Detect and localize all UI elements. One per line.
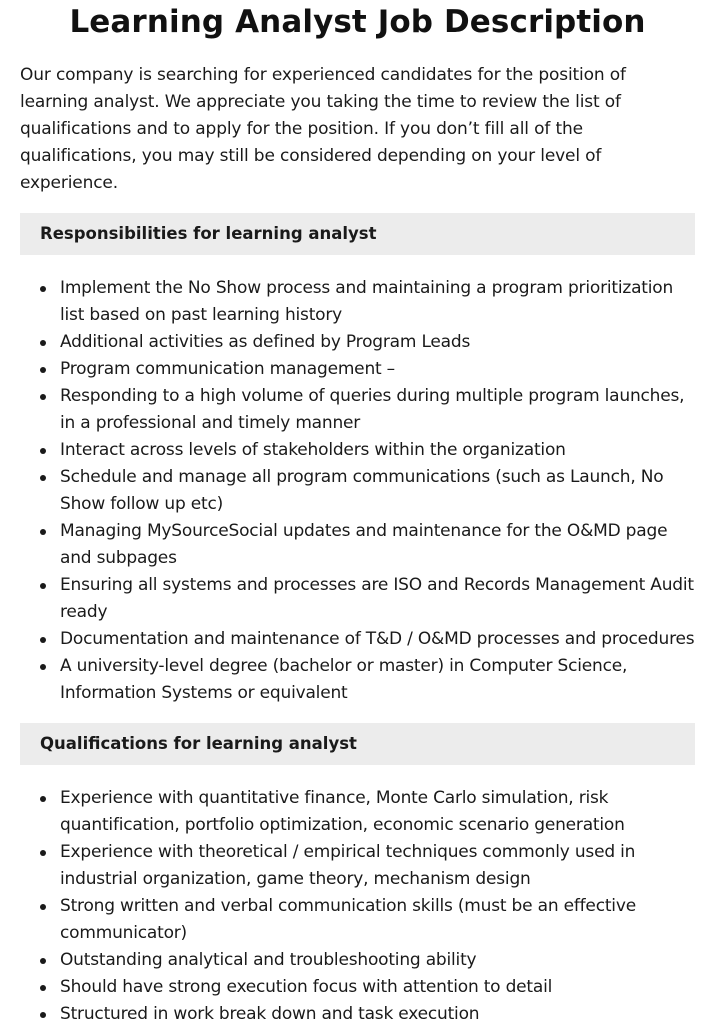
responsibilities-list xyxy=(20,275,695,707)
list-item xyxy=(20,383,695,437)
page-title: Learning Analyst Job Description xyxy=(69,4,646,40)
list-item-text: Experience with quantitative finance, Monte Carlo simulation, risk quantification, portfolio optimization, economic scenario generation xyxy=(60,788,625,835)
bullet-icon xyxy=(40,637,46,643)
list-item xyxy=(20,518,695,572)
list-item xyxy=(20,437,695,464)
list-item xyxy=(20,464,695,518)
bullet-icon xyxy=(40,796,46,802)
list-item-text: A university-level degree (bachelor or master) in Computer Science, Information Systems or equivalent xyxy=(60,656,628,703)
bullet-icon xyxy=(40,367,46,373)
list-item xyxy=(20,626,695,653)
list-item xyxy=(20,572,695,626)
list-item-text: Responding to a high volume of queries during multiple program launches, in a professional and timely manner xyxy=(60,386,685,433)
bullet-icon xyxy=(40,394,46,400)
bullet-icon xyxy=(40,985,46,991)
bullet-icon xyxy=(40,904,46,910)
list-item xyxy=(20,275,695,329)
list-item xyxy=(20,653,695,707)
bullet-icon xyxy=(40,583,46,589)
bullet-icon xyxy=(40,1012,46,1018)
qualifications-header: Qualifications for learning analyst xyxy=(20,723,695,765)
intro-paragraph: Our company is searching for experienced candidates for the position of learning analyst. We appreciate you taking the time to review the list of qualifications and to apply for the position. If you don’t fill all of the qualifications, you may still be considered depending on your level of experience. xyxy=(20,65,626,193)
list-item-text: Documentation and maintenance of T&D / O&MD processes and procedures xyxy=(60,629,695,649)
list-item-text: Interact across levels of stakeholders within the organization xyxy=(60,440,566,460)
bullet-icon xyxy=(40,340,46,346)
bullet-icon xyxy=(40,475,46,481)
bullet-icon xyxy=(40,664,46,670)
bullet-icon xyxy=(40,448,46,454)
list-item xyxy=(20,356,695,383)
list-item xyxy=(20,947,695,974)
qualifications-list xyxy=(20,785,695,1028)
list-item xyxy=(20,329,695,356)
list-item-text: Additional activities as defined by Program Leads xyxy=(60,332,471,352)
bullet-icon xyxy=(40,529,46,535)
list-item-text: Program communication management – xyxy=(60,359,395,379)
responsibilities-header: Responsibilities for learning analyst xyxy=(20,213,695,255)
list-item-text: Strong written and verbal communication skills (must be an effective communicator) xyxy=(60,896,636,943)
list-item xyxy=(20,974,695,1001)
list-item-text: Ensuring all systems and processes are ISO and Records Management Audit ready xyxy=(60,575,694,622)
list-item-text: Experience with theoretical / empirical techniques commonly used in industrial organization, game theory, mechanism design xyxy=(60,842,636,889)
list-item-text: Should have strong execution focus with attention to detail xyxy=(60,977,553,997)
list-item xyxy=(20,785,695,839)
bullet-icon xyxy=(40,850,46,856)
list-item xyxy=(20,1001,695,1028)
list-item-text: Outstanding analytical and troubleshooting ability xyxy=(60,950,477,970)
list-item xyxy=(20,893,695,947)
list-item-text: Implement the No Show process and maintaining a program prioritization list based on past learning history xyxy=(60,278,674,325)
list-item xyxy=(20,839,695,893)
list-item-text: Managing MySourceSocial updates and maintenance for the O&MD page and subpages xyxy=(60,521,668,568)
list-item-text: Schedule and manage all program communications (such as Launch, No Show follow up etc) xyxy=(60,467,664,514)
bullet-icon xyxy=(40,286,46,292)
list-item-text: Structured in work break down and task execution xyxy=(60,1004,480,1024)
bullet-icon xyxy=(40,958,46,964)
